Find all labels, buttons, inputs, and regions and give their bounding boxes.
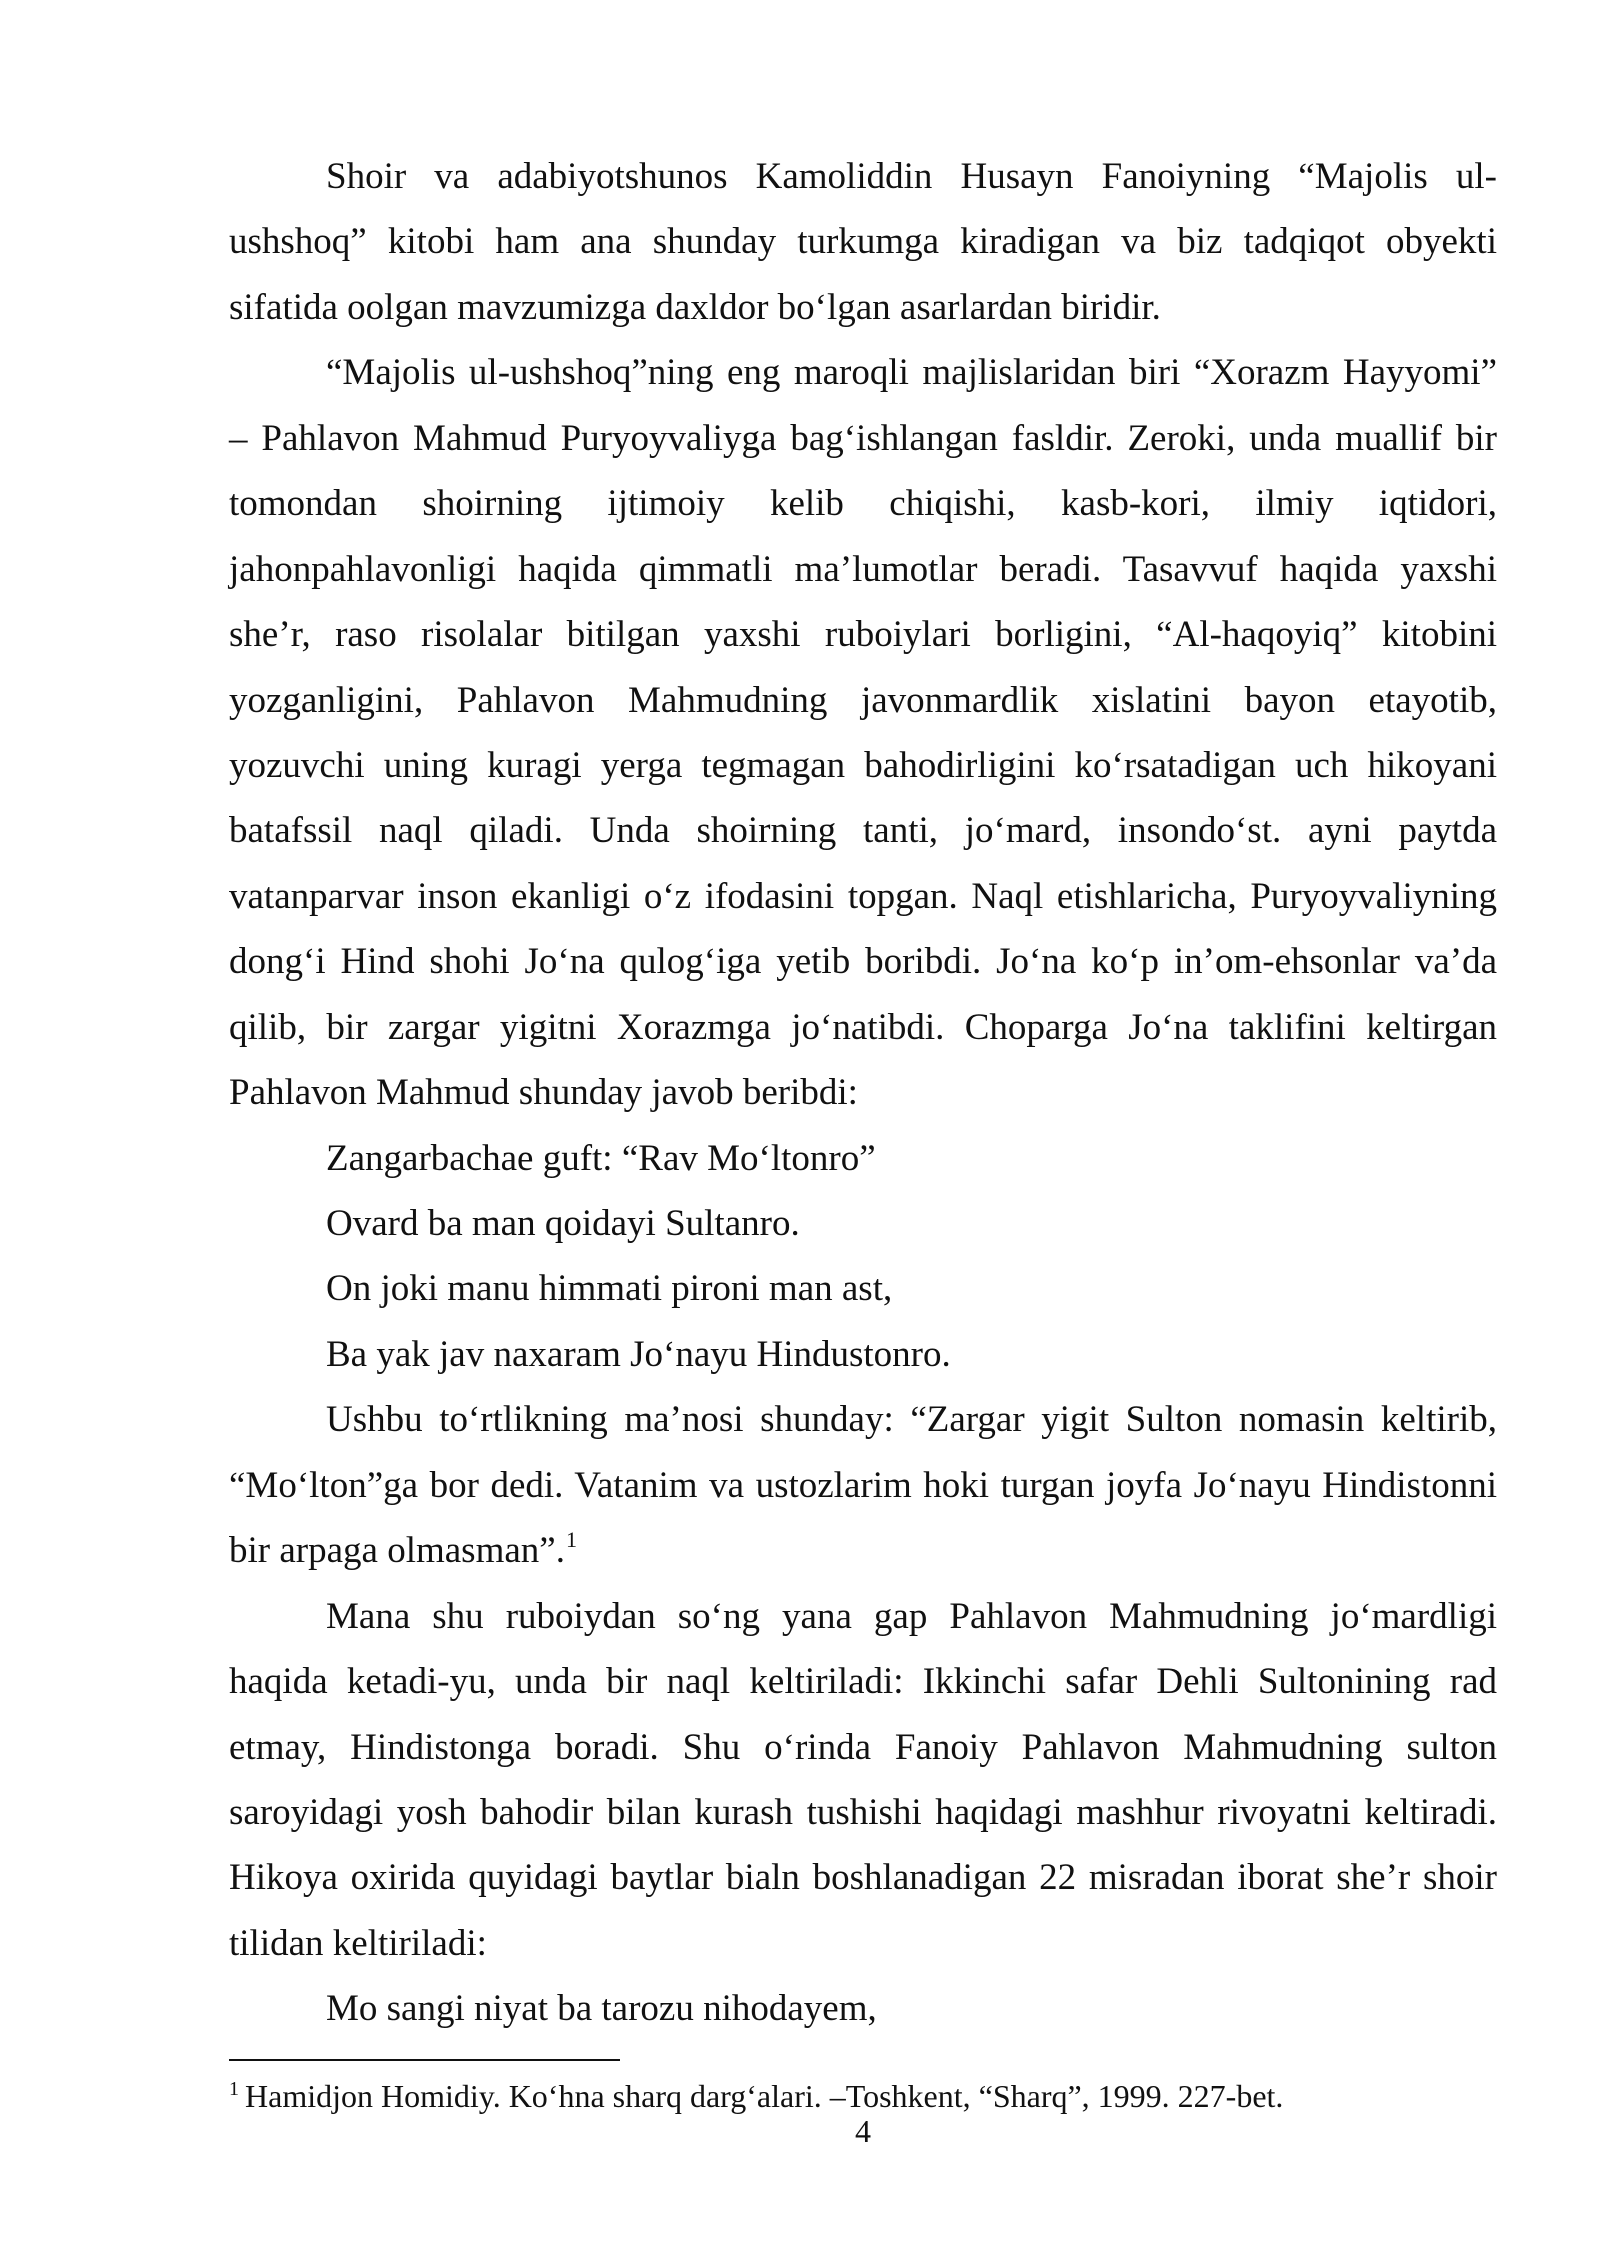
paragraph: [229, 1387, 1497, 1583]
footnote-separator: [229, 2059, 620, 2061]
verse: [229, 1126, 1497, 1388]
body-line: vatanparvar inson ekanligi o‘z ifodasini topgan. Naql etishlaricha, Puryoyvaliyning: [229, 875, 1497, 917]
body-line: sifatida oolgan mavzumizga daxldor bo‘lgan asarlardan biridir.: [229, 286, 1161, 328]
body-line: qilib, bir zargar yigitni Xorazmga jo‘natibdi. Choparga Jo‘na taklifini keltirgan: [229, 1006, 1497, 1048]
footnote: [229, 2078, 1497, 2115]
body-line-text: bir arpaga olmasman”.: [229, 1530, 565, 1572]
body-line: [229, 1518, 1497, 1583]
body-line: she’r, raso risolalar bitilgan yaxshi ruboiylari borligini, “Al-haqoyiq” kitobini: [229, 614, 1497, 656]
body-line: haqida ketadi-yu, unda bir naql keltiriladi: Ikkinchi safar Dehli Sultonining rad: [229, 1661, 1497, 1703]
body-line: yozuvchi uning kuragi yerga tegmagan bahodirligini ko‘rsatadigan uch hikoyani: [229, 744, 1497, 786]
footnote-marker: 1: [229, 2078, 239, 2100]
body-line: “Majolis ul-ushshoq”ning eng maroqli majlislaridan biri “Xorazm Hayyomi”: [326, 352, 1497, 394]
body-line: tomondan shoirning ijtimoiy kelib chiqishi, kasb-kori, ilmiy iqtidori,: [229, 483, 1497, 525]
body-line: Hikoya oxirida quyidagi baytlar bialn boshlanadigan 22 misradan iborat she’r shoir: [229, 1857, 1497, 1899]
body-line: dong‘i Hind shohi Jo‘na qulog‘iga yetib boribdi. Jo‘na ko‘p in’om-ehsonlar va’da: [229, 941, 1497, 983]
verse-line: Ba yak jav naxaram Jo‘nayu Hindustonro.: [326, 1333, 951, 1375]
body-line: Ushbu to‘rtlikning ma’nosi shunday: “Zargar yigit Sulton nomasin keltirib,: [326, 1399, 1497, 1441]
footnote-text: Hamidjon Homidiy. Ko‘hna sharq darg‘alari. –Toshkent, “Sharq”, 1999. 227-bet.: [245, 2078, 1284, 2114]
paragraph: [229, 144, 1497, 340]
body-line: Mana shu ruboiydan so‘ng yana gap Pahlavon Mahmudning jo‘mardligi: [326, 1595, 1497, 1637]
body-line: ushshoq” kitobi ham ana shunday turkumga kiradigan va biz tadqiqot obyekti: [229, 221, 1497, 263]
body-line: batafssil naql qiladi. Unda shoirning tanti, jo‘mard, insondo‘st. ayni paytda: [229, 810, 1497, 852]
body-line: etmay, Hindistonga boradi. Shu o‘rinda Fanoiy Pahlavon Mahmudning sulton: [229, 1726, 1497, 1768]
verse-line: Mo sangi niyat ba tarozu nihodayem,: [326, 1988, 877, 2030]
body-line: Pahlavon Mahmud shunday javob beribdi:: [229, 1072, 858, 1114]
paragraph: [229, 340, 1497, 1125]
verse: [229, 1976, 1497, 2041]
body-line: tilidan keltiriladi:: [229, 1922, 487, 1964]
body-text: [229, 144, 1497, 2042]
body-line: jahonpahlavonligi haqida qimmatli ma’lumotlar beradi. Tasavvuf haqida yaxshi: [229, 548, 1497, 590]
body-line: yozganligini, Pahlavon Mahmudning javonmardlik xislatini bayon etayotib,: [229, 679, 1497, 721]
paragraph: [229, 1584, 1497, 1977]
body-line: Shoir va adabiyotshunos Kamoliddin Husayn Fanoiyning “Majolis ul-: [326, 156, 1497, 197]
verse-line: Zangarbachae guft: “Rav Mo‘ltonro”: [326, 1137, 876, 1179]
verse-line: Ovard ba man qoidayi Sultanro.: [326, 1203, 800, 1244]
body-line: – Pahlavon Mahmud Puryoyvaliyga bag‘ishlangan fasldir. Zeroki, unda muallif bir: [229, 417, 1497, 459]
page-number: 4: [855, 2113, 871, 2149]
body-line: “Mo‘lton”ga bor dedi. Vatanim va ustozlarim hoki turgan joyfa Jo‘nayu Hindistonni: [229, 1464, 1497, 1506]
body-line: saroyidagi yosh bahodir bilan kurash tushishi haqidagi mashhur rivoyatni keltiradi.: [229, 1791, 1497, 1833]
footnote-reference[interactable]: 1: [565, 1527, 577, 1553]
verse-line: On joki manu himmati pironi man ast,: [326, 1268, 893, 1310]
